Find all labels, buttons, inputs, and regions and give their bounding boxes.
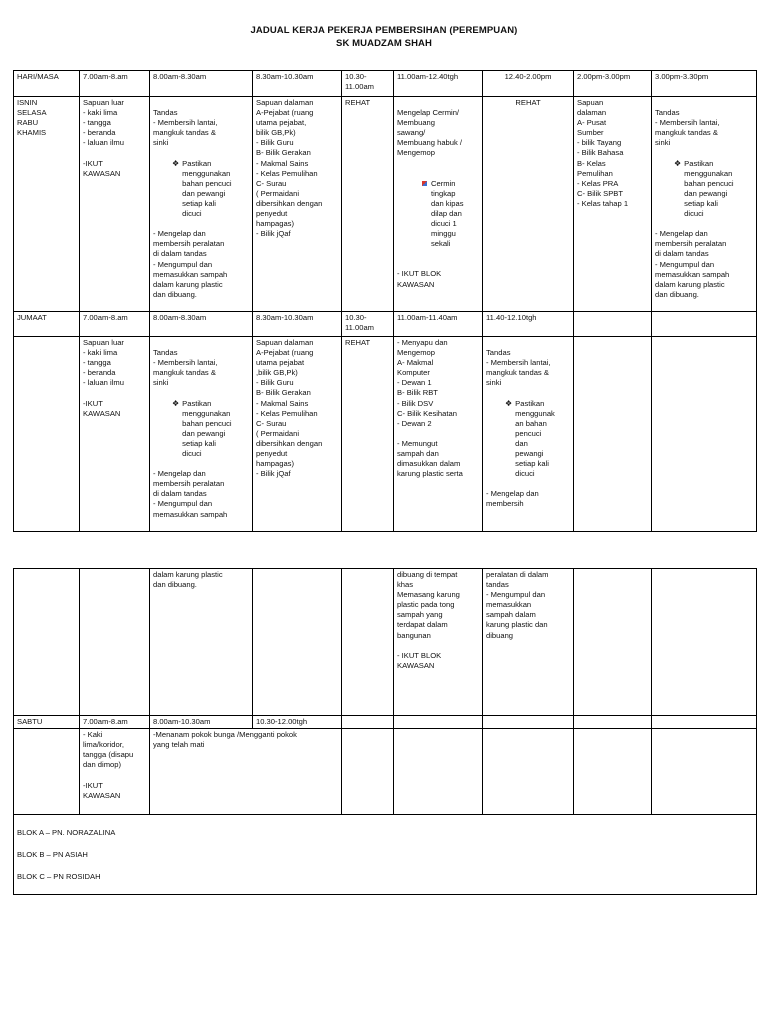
pin-bullet-icon [422,181,427,186]
days-cell: JUMAAT [14,311,80,336]
task-text: Tandas - Membersih lantai, mangkuk tandas & sinki [486,348,551,388]
task-text: Pastikan menggunak an bahan pencuci dan pewangi setiap kali dicuci [515,398,555,479]
break-cell: REHAT [342,336,394,531]
header-cell [652,311,757,336]
continuation-row [14,569,757,716]
diamond-bullet-icon: ❖ [172,158,180,168]
task-cell: - Menyapu dan Mengemop A- Makmal Komputer - Dewan 1 B- Bilik RBT - Bilik DSV C- Bilik Kesihatan - Dewan 2 - Memungut sampah dan dimasukkan dalam karung plastic serta [394,336,483,531]
sat-row [14,729,757,815]
empty-cell [574,569,652,716]
break-cell: REHAT [483,97,574,312]
block-assignment: BLOK C – PN ROSIDAH [17,872,101,882]
empty-cell [342,569,394,716]
header-cell: 7.00am-8.am [80,311,150,336]
empty-cell [394,716,483,729]
header-cell: HARI/MASA [14,71,80,97]
bullet-item [655,159,753,220]
bullet-item [486,399,570,480]
empty-cell [652,729,757,815]
header-cell [574,311,652,336]
task-cell [150,97,253,312]
empty-cell [14,729,80,815]
task-cell [652,97,757,312]
task-text: Mengelap Cermin/ Membuang sawang/ Membuang habuk / Mengemop [397,108,463,158]
task-cell: Sapuan dalaman A- Pusat Sumber - bilik Tayang - Bilik Bahasa B- Kelas Pemulihan - Kelas PRA C- Bilik SPBT - Kelas tahap 1 [574,97,652,312]
empty-cell [652,569,757,716]
break-cell: REHAT [342,97,394,312]
blocks-row [14,815,757,895]
empty-cell [80,569,150,716]
header-cell: 3.00pm-3.30pm [652,71,757,97]
task-cell [483,336,574,531]
task-text: Pastikan menggunakan bahan pencuci dan pewangi setiap kali dicuci [684,158,734,219]
sat-header-row [14,716,757,729]
empty-cell [394,729,483,815]
task-text: Cermin tingkap dan kipas dilap dan dicuci 1 minggu sekali [431,178,464,249]
task-text: Tandas - Membersih lantai, mangkuk tandas & sinki [153,108,218,148]
task-cell: Sapuan luar - kaki lima - tangga - beranda - laluan ilmu -IKUT KAWASAN [80,336,150,531]
task-cell [150,336,253,531]
task-text: - Mengelap dan membersih [486,489,539,509]
empty-cell [574,336,652,531]
empty-cell [253,569,342,716]
header-cell: 8.30am-10.30am [253,311,342,336]
empty-cell [574,716,652,729]
schedule-table-1 [13,70,757,532]
header-cell: 8.00am-10.30am [150,716,253,729]
mon-thu-row [14,97,757,312]
bullet-item [153,399,249,460]
blocks-cell [14,815,757,895]
bullet-item [397,179,479,250]
empty-cell [652,716,757,729]
task-cell: - Kaki lima/koridor, tangga (disapu dan dimop) -IKUT KAWASAN [80,729,150,815]
header-cell: 11.00am-11.40am [394,311,483,336]
header-cell: 10.30- 11.00am [342,71,394,97]
schedule-table-2 [13,568,757,895]
task-text: - Mengelap dan membersih peralatan di dalam tandas - Mengumpul dan memasukkan sampah [153,469,228,519]
empty-cell [342,716,394,729]
header-cell: 12.40-2.00pm [483,71,574,97]
task-text: - IKUT BLOK KAWASAN [397,269,442,289]
block-assignment: BLOK B – PN ASIAH [17,850,88,860]
empty-cell [652,336,757,531]
task-cell: peralatan di dalam tandas - Mengumpul dan memasukkan sampah dalam karung plastic dan dibuang [483,569,574,716]
header-cell: 11.00am-12.40tgh [394,71,483,97]
task-text: Tandas - Membersih lantai, mangkuk tandas & sinki [655,108,720,148]
task-text: - Mengelap dan membersih peralatan di dalam tandas - Mengumpul dan memasukkan sampah dalam karung plastic dan dibuang. [655,229,730,299]
empty-cell [14,336,80,531]
header-cell: 8.00am-8.30am [150,311,253,336]
task-cell: dibuang di tempat khas Memasang karung plastic pada tong sampah yang terdapat dalam bangunan - IKUT BLOK KAWASAN [394,569,483,716]
task-text: Tandas - Membersih lantai, mangkuk tandas & sinki [153,348,218,388]
header-cell: 11.40-12.10tgh [483,311,574,336]
empty-cell [483,716,574,729]
header-cell: 10.30-12.00tgh [253,716,342,729]
task-text: Pastikan menggunakan bahan pencuci dan pewangi setiap kali dicuci [182,158,232,219]
header-cell: 8.30am-10.30am [253,71,342,97]
school-name: SK MUADZAM SHAH [336,38,432,49]
task-cell: -Menanam pokok bunga /Mengganti pokok yang telah mati [150,729,342,815]
header-row [14,71,757,97]
task-cell: Sapuan dalaman A-Pejabat (ruang utama pejabat, bilik GB,Pk) - Bilik Guru B- Bilik Gerakan - Makmal Sains - Kelas Pemulihan C- Surau ( Permaidani dibersihkan dengan penyedut hampagas) - Bilik jQaf [253,97,342,312]
block-assignment: BLOK A – PN. NORAZALINA [17,828,116,838]
fri-row [14,336,757,531]
empty-cell [574,729,652,815]
task-text: - Mengelap dan membersih peralatan di dalam tandas - Mengumpul dan memasukkan sampah dalam karung plastic dan dibuang. [153,229,228,299]
empty-cell [14,569,80,716]
task-text: Pastikan menggunakan bahan pencuci dan pewangi setiap kali dicuci [182,398,232,458]
header-cell: 7.00am-8.am [80,71,150,97]
diamond-bullet-icon: ❖ [505,398,513,408]
task-cell: Sapuan dalaman A-Pejabat (ruang utama pejabat ,bilik GB,Pk) - Bilik Guru B- Bilik Gerakan - Makmal Sains - Kelas Pemulihan C- Surau ( Permaidani dibersihkan dengan penyedut hampagas) - Bilik jQaf [253,336,342,531]
task-cell: Sapuan luar - kaki lima - tangga - beranda - laluan ilmu -IKUT KAWASAN [80,97,150,312]
days-cell: ISNIN SELASA RABU KHAMIS [14,97,80,312]
fri-header-row [14,311,757,336]
header-cell: 7.00am-8.am [80,716,150,729]
diamond-bullet-icon: ❖ [172,398,180,408]
task-cell: dalam karung plastic dan dibuang. [150,569,253,716]
diamond-bullet-icon: ❖ [674,158,682,168]
bullet-item [153,159,249,220]
empty-cell [342,729,394,815]
task-cell [394,97,483,312]
days-cell: SABTU [14,716,80,729]
header-cell: 10.30- 11.00am [342,311,394,336]
header-cell: 8.00am-8.30am [150,71,253,97]
document-title: JADUAL KERJA PEKERJA PEMBERSIHAN (PEREMPUAN) [250,25,518,36]
empty-cell [483,729,574,815]
header-cell: 2.00pm-3.00pm [574,71,652,97]
